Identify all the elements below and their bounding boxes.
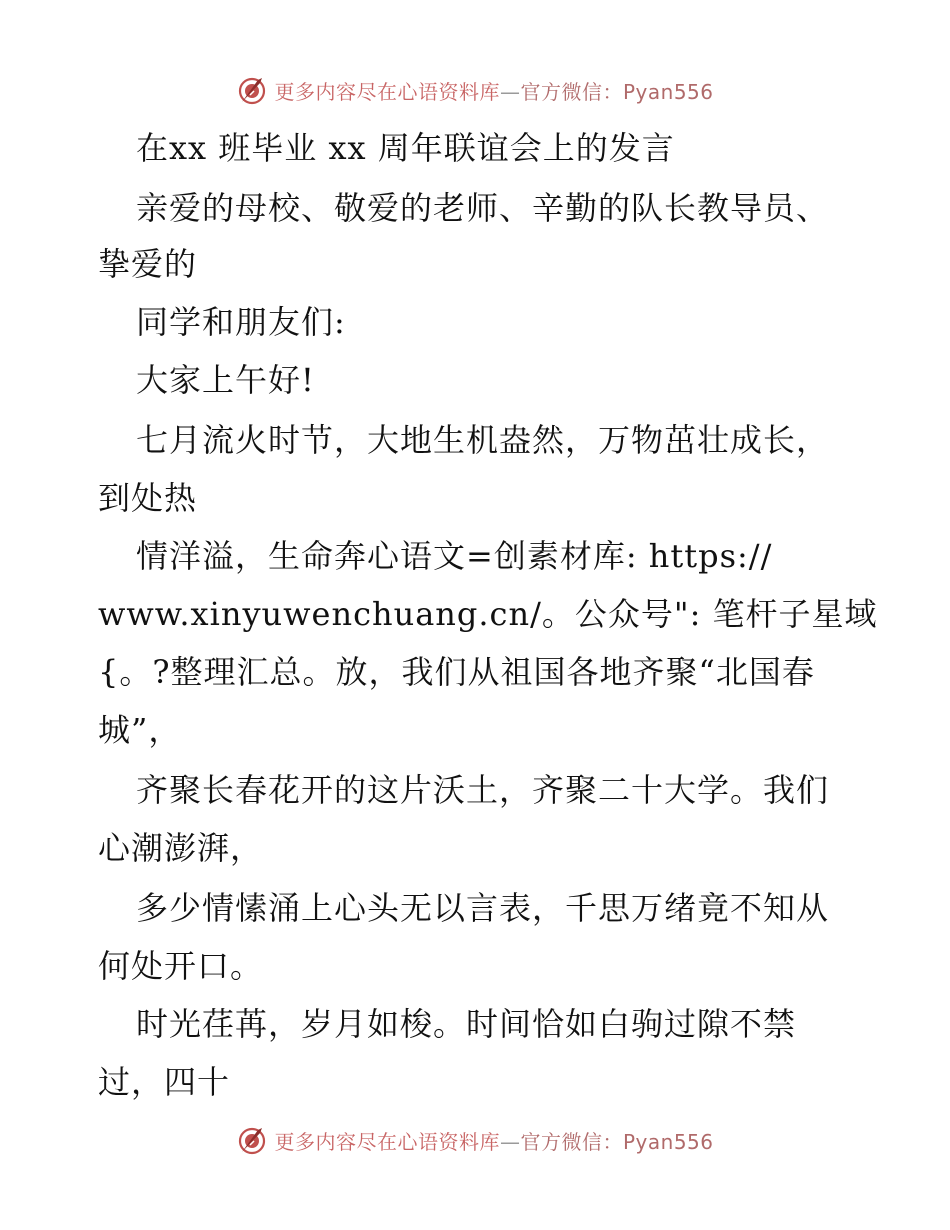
paragraph-line: 情洋溢，生命奔心语文=创素材库: https://	[136, 537, 773, 575]
quill-logo-icon	[236, 1124, 268, 1156]
banner-content	[236, 1124, 713, 1156]
banner-text	[274, 1126, 713, 1155]
paragraph-line: 何处开口。	[98, 947, 264, 985]
paragraph-line: 多少情愫涌上心头无以言表，千思万绪竟不知从	[136, 889, 830, 927]
paragraph-line: 到处热	[98, 479, 198, 517]
banner-main-text: 更多内容尽在心语资料库	[274, 1129, 500, 1154]
banner-dash: —	[499, 79, 521, 104]
paragraph-line: 七月流火时节，大地生机盎然，万物茁壮成长，	[136, 421, 830, 459]
paragraph-line: 亲爱的母校、敬爱的老师、辛勤的队长教导员、	[136, 189, 830, 227]
footer-banner	[0, 1120, 950, 1160]
document-title: 在xx 班毕业 xx 周年联谊会上的发言	[136, 129, 675, 167]
paragraph-line: {。?整理汇总。放，我们从祖国各地齐聚“北国春	[98, 653, 815, 691]
paragraph-line: 齐聚长春花开的这片沃土，齐聚二十大学。我们	[136, 771, 830, 809]
paragraph-line: www.xinyuwenchuang.cn/。公众号": 笔杆子星域	[98, 595, 878, 633]
banner-wechat-label: 官方微信：	[520, 1129, 623, 1154]
paragraph-line: 同学和朋友们:	[136, 303, 346, 341]
header-banner	[0, 70, 950, 110]
banner-wechat-id: Pyan556	[622, 79, 714, 104]
banner-dash: —	[499, 1129, 521, 1154]
banner-wechat-label: 官方微信：	[520, 79, 623, 104]
banner-main-text: 更多内容尽在心语资料库	[274, 79, 500, 104]
paragraph-line: 挚爱的	[98, 245, 198, 283]
paragraph-line: 过，四十	[98, 1063, 231, 1101]
paragraph-line: 大家上午好!	[136, 361, 315, 399]
quill-logo-icon	[236, 74, 268, 106]
paragraph-line: 时光荏苒，岁月如梭。时间恰如白驹过隙不禁	[136, 1005, 797, 1043]
paragraph-line: 心潮澎湃，	[98, 829, 264, 867]
paragraph-line: 城”，	[98, 711, 182, 749]
banner-text	[274, 76, 713, 105]
banner-content	[236, 74, 713, 106]
banner-wechat-id: Pyan556	[622, 1129, 714, 1154]
